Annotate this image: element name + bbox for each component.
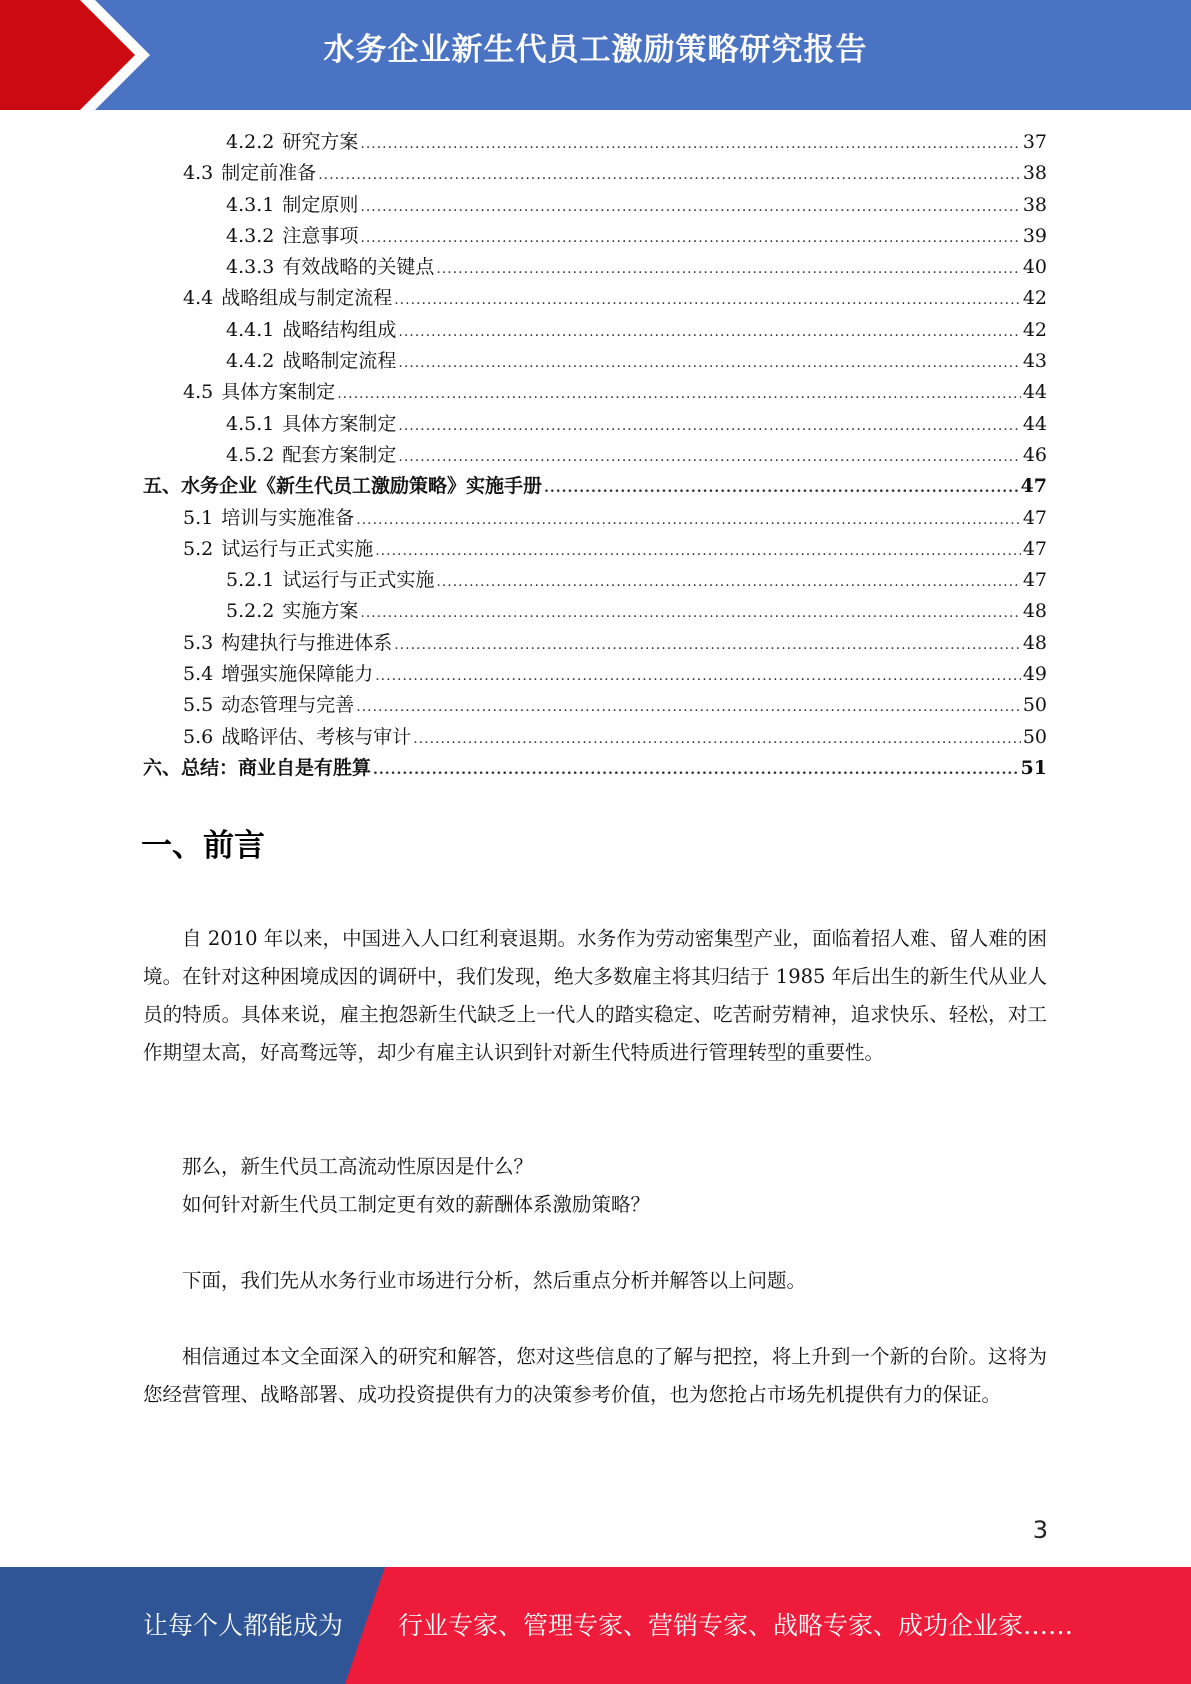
toc-entry[interactable] [143, 596, 1047, 627]
header-banner [0, 0, 1191, 110]
toc-entry-number: 5.6 [183, 725, 214, 748]
toc-entry-label: 战略结构组成 [282, 318, 397, 341]
toc-entry-page: 48 [1022, 600, 1047, 623]
toc-entry[interactable] [143, 440, 1047, 471]
toc-entry-label: 动态管理与完善 [221, 694, 355, 717]
toc-entry-number: 4.3.2 [226, 224, 275, 247]
toc-dot-leader [436, 567, 1020, 598]
toc-entry-label: 增强实施保障能力 [221, 663, 374, 686]
toc-entry[interactable] [143, 690, 1047, 721]
toc-entry-label: 具体方案制定 [221, 381, 336, 404]
toc-dot-leader [360, 129, 1020, 160]
section-heading: 一、前言 [141, 828, 265, 864]
toc-entry[interactable] [143, 534, 1047, 565]
paragraph-intro: 自 2010 年以来，中国进入人口红利衰退期。水务作为劳动密集型产业，面临着招人难、留人难的困境。在针对这种困境成因的调研中，我们发现，绝大多数雇主将其归结于 1985 年后出生的新生代从业人员的特质。具体来说，雇主抱怨新生代缺乏上一代人的踏实稳定、吃苦耐劳精神，追求快乐、轻松，对工作期望太高，好高骛远等，却少有雇主认识到针对新生代特质进行管理转型的重要性。 [143, 927, 1047, 1064]
toc-entry[interactable] [143, 409, 1047, 440]
toc-entry-page: 37 [1022, 131, 1047, 153]
toc-dot-leader [318, 160, 1021, 191]
toc-entry-page: 44 [1022, 412, 1047, 435]
report-title: 水务企业新生代员工激励策略研究报告 [323, 32, 868, 68]
toc-entry[interactable] [143, 158, 1047, 189]
toc-entry-number: 4.3 [183, 162, 214, 185]
toc-entry-label: 培训与实施准备 [221, 506, 355, 529]
toc-dot-leader [360, 192, 1020, 223]
table-of-contents [143, 127, 1047, 784]
toc-entry-number: 4.4 [183, 287, 214, 310]
toc-entry[interactable] [143, 503, 1047, 534]
toc-entry-page: 38 [1022, 162, 1047, 185]
toc-dot-leader [360, 223, 1020, 254]
toc-entry-page: 47 [1022, 569, 1047, 592]
toc-entry-label: 具体方案制定 [282, 412, 397, 435]
toc-entry-label: 有效战略的关键点 [282, 256, 435, 279]
toc-dot-leader [394, 630, 1021, 661]
footer-banner [0, 1567, 1191, 1684]
toc-entry-page: 46 [1022, 443, 1047, 466]
toc-dot-leader [373, 755, 1019, 786]
toc-entry[interactable] [143, 377, 1047, 408]
toc-entry-number: 5.2.1 [226, 569, 275, 592]
toc-dot-leader [436, 254, 1020, 285]
toc-dot-leader [398, 442, 1020, 473]
toc-entry[interactable] [143, 127, 1047, 158]
toc-dot-leader [337, 379, 1021, 410]
toc-entry-label: 制定前准备 [221, 162, 317, 185]
toc-entry[interactable] [143, 283, 1047, 314]
footer-slogan-right: 行业专家、管理专家、营销专家、战略专家、成功企业家…… [398, 1611, 1074, 1640]
toc-entry-page: 44 [1022, 381, 1047, 404]
toc-entry-page: 39 [1022, 224, 1047, 247]
toc-entry-page: 43 [1022, 350, 1047, 373]
toc-entry[interactable] [143, 753, 1047, 784]
toc-entry-number: 5.3 [183, 631, 214, 654]
toc-entry-page: 42 [1022, 318, 1047, 341]
toc-entry-label: 五、水务企业《新生代员工激励策略》实施手册 [143, 475, 543, 498]
toc-entry-label: 制定原则 [282, 193, 359, 216]
footer-slogan-left: 让每个人都能成为 [143, 1611, 344, 1640]
toc-entry-page: 48 [1022, 631, 1047, 654]
toc-entry[interactable] [143, 315, 1047, 346]
toc-entry[interactable] [143, 221, 1047, 252]
toc-entry-label: 试运行与正式实施 [221, 537, 374, 560]
toc-dot-leader [375, 661, 1021, 692]
toc-entry-number: 4.5.1 [226, 412, 275, 435]
paragraph-question-1: 那么，新生代员工高流动性原因是什么？ [182, 1155, 534, 1178]
toc-entry-label: 战略评估、考核与审计 [221, 725, 412, 748]
toc-dot-leader [356, 692, 1021, 723]
toc-entry-number: 4.4.2 [226, 350, 275, 373]
toc-entry-number: 4.5.2 [226, 443, 275, 466]
toc-entry-number: 4.4.1 [226, 318, 275, 341]
toc-entry-label: 配套方案制定 [282, 443, 397, 466]
toc-entry-page: 49 [1022, 663, 1047, 686]
toc-entry-label: 实施方案 [282, 600, 359, 623]
toc-entry-label: 构建执行与推进体系 [221, 631, 393, 654]
toc-entry-number: 5.2.2 [226, 600, 275, 623]
toc-entry-number: 5.2 [183, 537, 214, 560]
toc-dot-leader [356, 505, 1021, 536]
toc-entry[interactable] [143, 471, 1047, 502]
toc-entry[interactable] [143, 252, 1047, 283]
toc-entry-number: 4.5 [183, 381, 214, 404]
toc-dot-leader [398, 348, 1020, 379]
toc-entry[interactable] [143, 722, 1047, 753]
toc-dot-leader [398, 317, 1020, 348]
toc-entry-label: 研究方案 [282, 131, 359, 153]
paragraph-next: 下面，我们先从水务行业市场进行分析，然后重点分析并解答以上问题。 [182, 1269, 807, 1292]
toc-entry-number: 4.3.3 [226, 256, 275, 279]
toc-dot-leader [360, 598, 1020, 629]
toc-entry-page: 42 [1022, 287, 1047, 310]
toc-dot-leader [413, 724, 1021, 755]
toc-dot-leader [398, 411, 1020, 442]
toc-entry-page: 50 [1022, 694, 1047, 717]
toc-entry-label: 战略组成与制定流程 [221, 287, 393, 310]
toc-entry-label: 注意事项 [282, 224, 359, 247]
toc-entry-page: 50 [1022, 725, 1047, 748]
page-number: 3 [1032, 1516, 1048, 1544]
toc-entry-label: 六、总结：商业自是有胜算 [143, 756, 372, 779]
toc-dot-leader [375, 536, 1021, 567]
toc-entry-page: 51 [1020, 756, 1047, 779]
toc-entry-label: 战略制定流程 [282, 350, 397, 373]
toc-entry-number: 5.5 [183, 694, 214, 717]
paragraph-question-2: 如何针对新生代员工制定更有效的薪酬体系激励策略？ [182, 1193, 651, 1216]
toc-entry-number: 4.2.2 [226, 131, 275, 153]
paragraph-conclusion: 相信通过本文全面深入的研究和解答，您对这些信息的了解与把控，将上升到一个新的台阶。这将为您经营管理、战略部署、成功投资提供有力的决策参考价值，也为您抢占市场先机提供有力的保证。 [143, 1345, 1047, 1406]
toc-entry-page: 47 [1020, 475, 1047, 498]
toc-entry-label: 试运行与正式实施 [282, 569, 435, 592]
toc-entry-page: 38 [1022, 193, 1047, 216]
toc-entry-page: 40 [1022, 256, 1047, 279]
toc-entry[interactable] [143, 190, 1047, 221]
toc-entry[interactable] [143, 659, 1047, 690]
toc-dot-leader [544, 473, 1019, 504]
toc-entry[interactable] [143, 565, 1047, 596]
toc-entry[interactable] [143, 628, 1047, 659]
toc-dot-leader [394, 285, 1021, 316]
toc-entry-number: 5.1 [183, 506, 214, 529]
toc-entry-page: 47 [1022, 537, 1047, 560]
toc-entry-number: 5.4 [183, 663, 214, 686]
toc-entry-number: 4.3.1 [226, 193, 275, 216]
toc-entry-page: 47 [1022, 506, 1047, 529]
toc-entry[interactable] [143, 346, 1047, 377]
